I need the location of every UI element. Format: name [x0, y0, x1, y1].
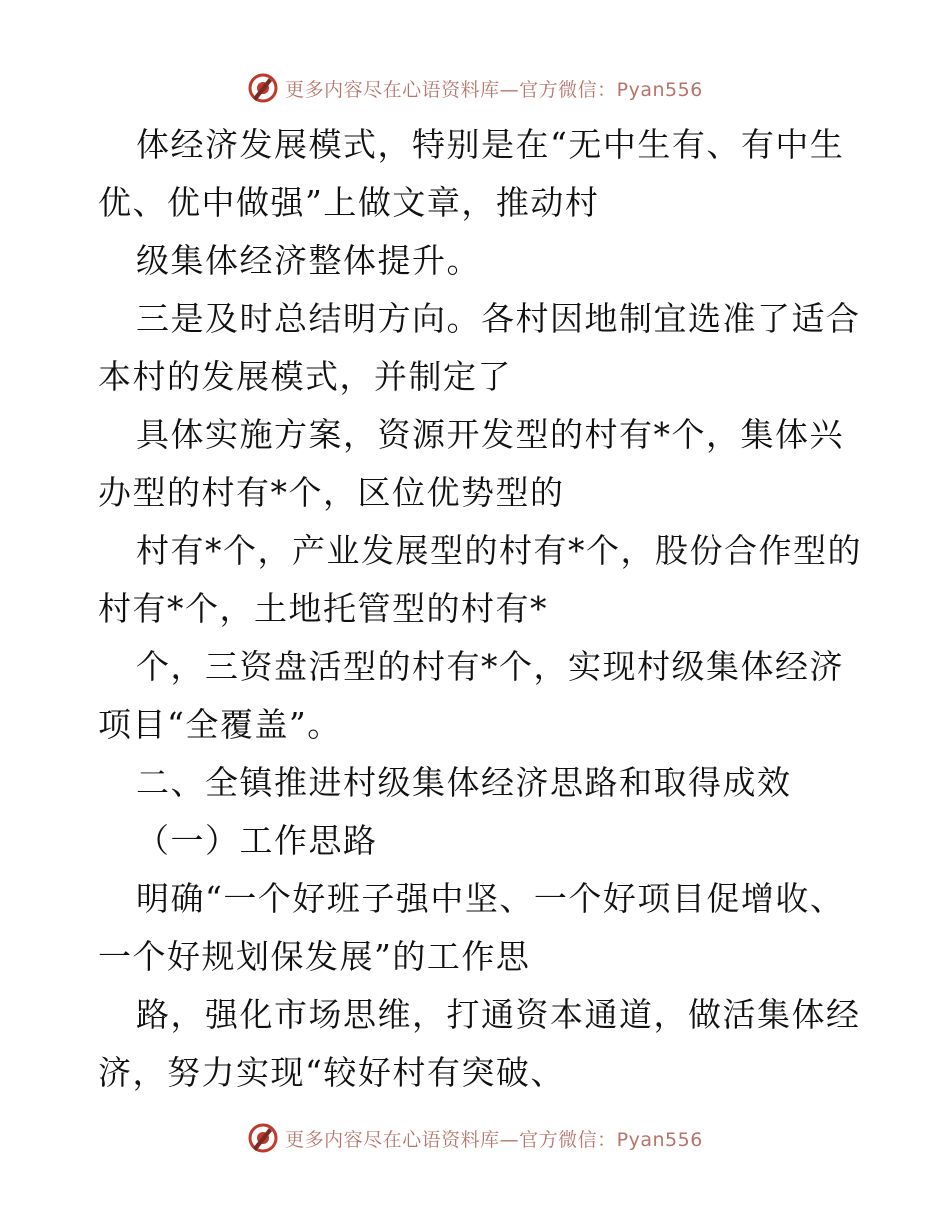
footer-banner-text: 更多内容尽在心语资料库—官方微信：Pyan556 [285, 1128, 703, 1151]
body-line-10: 个，三资盘活型的村有*个，实现村级集体经济 [136, 647, 844, 686]
body-line-15: 一个好规划保发展”的工作思 [98, 937, 531, 976]
body-line-11: 项目“全覆盖”。 [98, 705, 342, 744]
body-line-17: 济，努力实现“较好村有突破、 [98, 1053, 565, 1092]
section-heading: 二、全镇推进村级集体经济思路和取得成效 [136, 763, 792, 802]
body-line-9: 村有*个，土地托管型的村有* [98, 589, 548, 628]
body-line-14: 明确“一个好班子强中坚、一个好项目促增收、 [136, 879, 845, 918]
header-banner [0, 68, 950, 108]
body-line-1: 体经济发展模式，特别是在“无中生有、有中生 [136, 125, 845, 164]
body-line-5: 本村的发展模式，并制定了 [98, 357, 512, 396]
brand-logo-icon [247, 1122, 279, 1154]
body-line-6: 具体实施方案，资源开发型的村有*个，集体兴 [136, 415, 844, 454]
body-line-4: 三是及时总结明方向。各村因地制宜选准了适合 [136, 299, 861, 338]
body-line-16: 路，强化市场思维，打通资本通道，做活集体经 [136, 995, 861, 1034]
subsection-heading: （一）工作思路 [136, 821, 378, 860]
body-line-8: 村有*个，产业发展型的村有*个，股份合作型的 [136, 531, 862, 570]
header-banner-text: 更多内容尽在心语资料库—官方微信：Pyan556 [285, 78, 703, 101]
body-line-7: 办型的村有*个，区位优势型的 [98, 473, 565, 512]
footer-banner [0, 1118, 950, 1158]
brand-logo-icon [247, 72, 279, 104]
body-line-2: 优、优中做强”上做文章，推动村 [98, 183, 600, 222]
body-line-3: 级集体经济整体提升。 [136, 241, 481, 280]
